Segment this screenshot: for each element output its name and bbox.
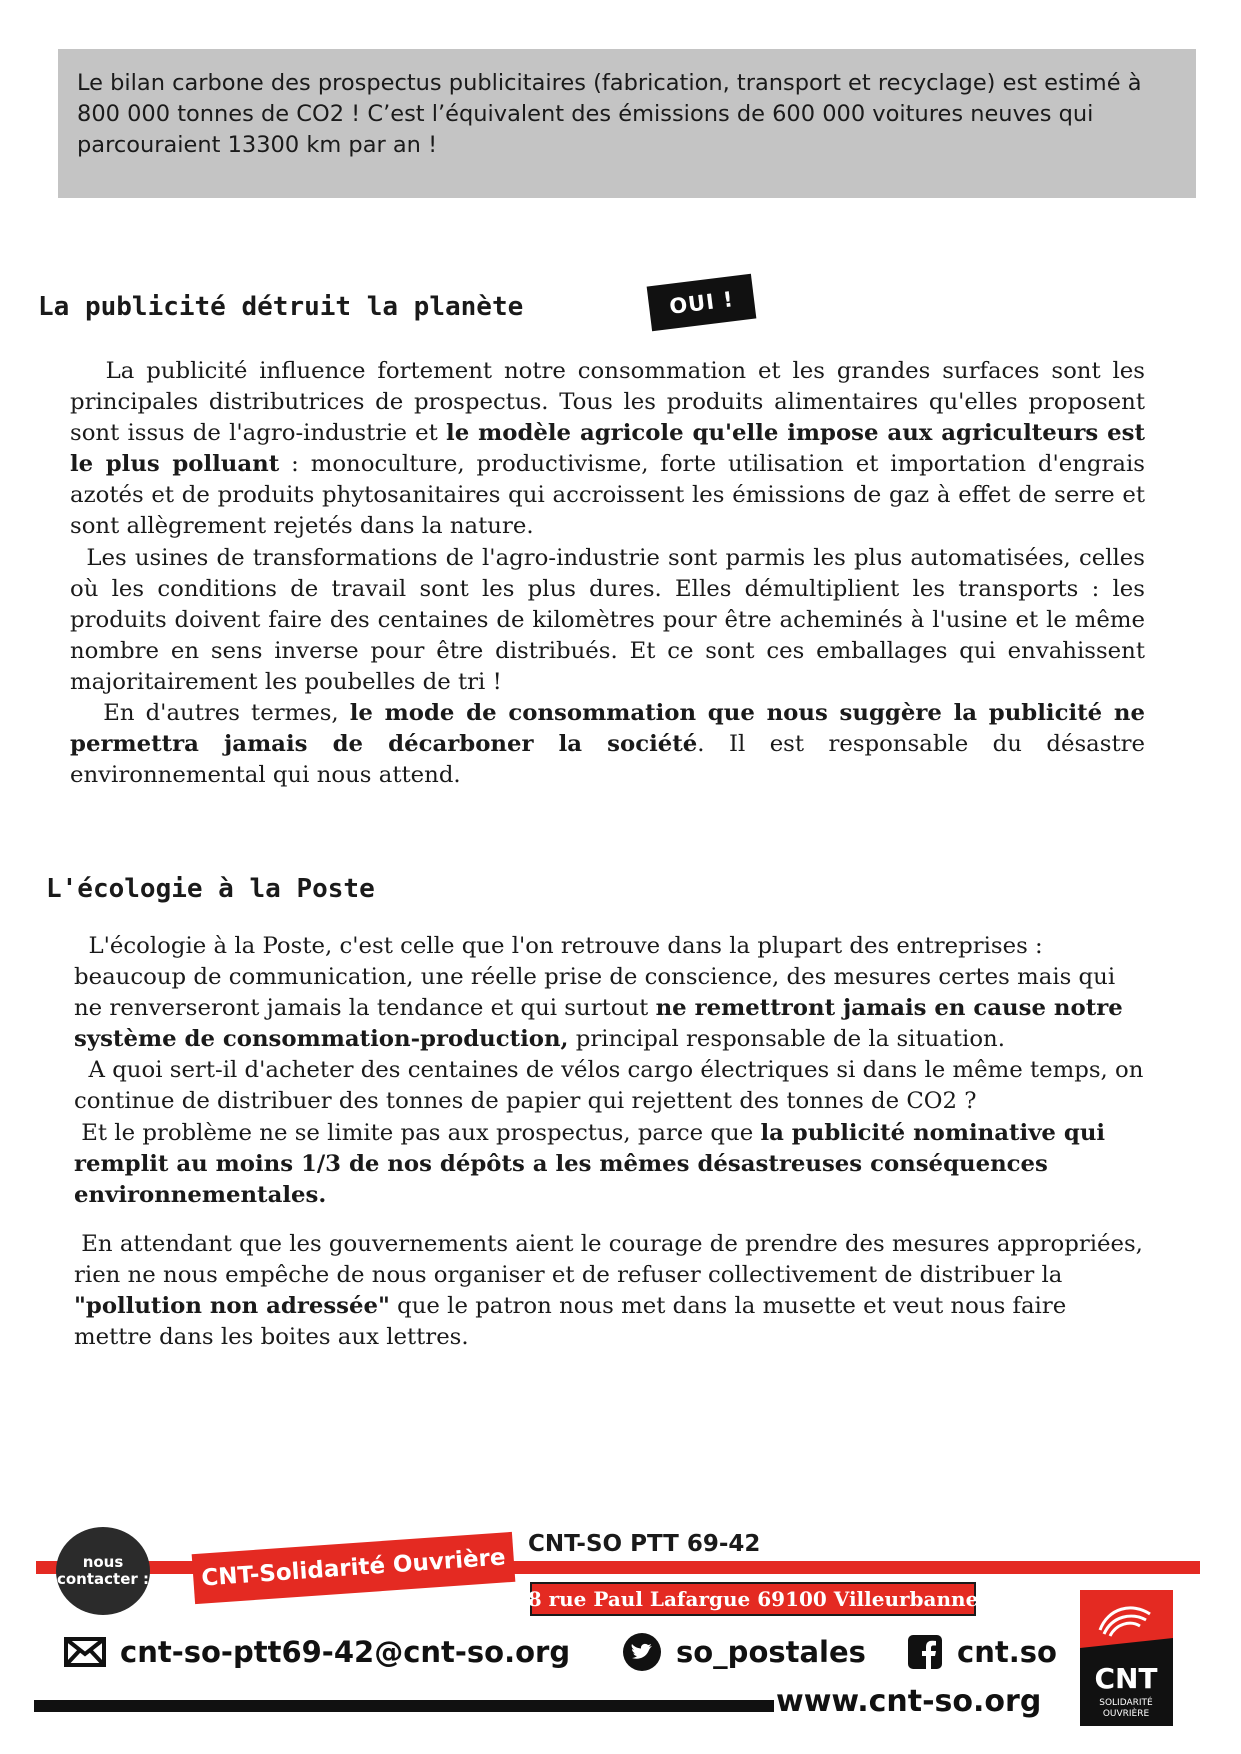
contact-badge: nous contacter : [56, 1527, 150, 1615]
logo-subtext-1: SOLIDARITÉ [1099, 1698, 1153, 1708]
facebook-page[interactable]: cnt.so [957, 1635, 1057, 1669]
twitter-contact[interactable] [622, 1632, 866, 1672]
facebook-icon [907, 1634, 943, 1670]
cnt-logo [1080, 1590, 1173, 1726]
section2-paragraph-3: Et le problème ne se limite pas aux prospectus, parce que la publicité nominative qui remplit au moins 1/3 de nos dépôts a les mêmes désastreuses conséquences environnementales. [74, 1119, 1106, 1208]
section1-paragraph-2: Les usines de transformations de l'agro-industrie sont parmis les plus automatisées, celles où les conditions de travail sont les plus dures. Elles démultiplient les transports : les produits doivent faire des centaines de kilomètres pour être acheminés à l'usine et le même nombre en sens inverse pour être distribués. Et ce sont ces emballages qui envahissent majoritairement les poubelles de tri ! [70, 544, 1145, 695]
twitter-bird-icon [622, 1632, 662, 1672]
section1-body [70, 356, 1145, 791]
twitter-handle[interactable]: so_postales [676, 1635, 866, 1669]
callout-text: Le bilan carbone des prospectus publicitaires (fabrication, transport et recyclage) est estimé à 800 000 tonnes de CO2 ! C’est l’équivalent des émissions de 600 000 voitures neuves qui parcouraient 13300 km par an ! [77, 70, 1142, 158]
section-title-publicite: La publicité détruit la planète [38, 292, 524, 322]
oui-badge: OUI ! [647, 274, 757, 331]
section2-paragraph-1: L'écologie à la Poste, c'est celle que l'on retrouve dans la plupart des entreprises : beaucoup de communication, une réelle prise de conscience, des mesures certes mais qui ne renverseront jamais la tendance et qui surtout ne remettront jamais en cause notre système de consommation-production, principal responsable de la situation. [74, 933, 1123, 1053]
logo-subtext-2: OUVRIÈRE [1102, 1709, 1150, 1719]
website-link[interactable]: www.cnt-so.org [776, 1684, 1042, 1719]
section-title-ecologie: L'écologie à la Poste [46, 874, 375, 904]
address-box: 8 rue Paul Lafargue 69100 Villeurbanne [530, 1582, 976, 1616]
envelope-icon [64, 1637, 106, 1667]
section-name: CNT-SO PTT 69-42 [528, 1531, 761, 1557]
email-contact[interactable] [64, 1632, 570, 1672]
section2-paragraph-4: En attendant que les gouvernements aient le courage de prendre des mesures appropriées, rien ne nous empêche de nous organiser et de refuser collectivement de distribuer la "pollution non adressée" que le patron nous met dans la musette et veut nous faire mettre dans les boites aux lettres. [74, 1230, 1143, 1351]
bottom-rule [34, 1700, 774, 1712]
section2-paragraph-2: A quoi sert-il d'acheter des centaines de vélos cargo électriques si dans le même temps, on continue de distribuer des tonnes de papier qui rejettent des tonnes de CO2 ? [74, 1057, 1144, 1115]
org-banner: CNT-Solidarité Ouvrière [192, 1532, 516, 1604]
section1-paragraph-3: En d'autres termes, le mode de consommation que nous suggère la publicité ne permettra jamais de décarboner la société. Il est responsable du désastre environnemental qui nous attend. [70, 700, 1145, 789]
carbon-callout [58, 49, 1196, 198]
facebook-contact[interactable] [907, 1632, 1057, 1672]
email-link[interactable]: cnt-so-ptt69-42@cnt-so.org [120, 1635, 571, 1669]
logo-text: CNT [1094, 1662, 1158, 1695]
section2-body [74, 931, 1144, 1353]
section1-paragraph-1: La publicité influence fortement notre consommation et les grandes surfaces sont les principales distributrices de prospectus. Tous les produits alimentaires qu'elles proposent sont issus de l'agro-industrie et le modèle agricole qu'elle impose aux agriculteurs est le plus polluant : monoculture, productivisme, forte utilisation et importation d'engrais azotés et de produits phytosanitaires qui accroissent les émissions de gaz à effet de serre et sont allègrement rejetés dans la nature. [70, 358, 1145, 540]
